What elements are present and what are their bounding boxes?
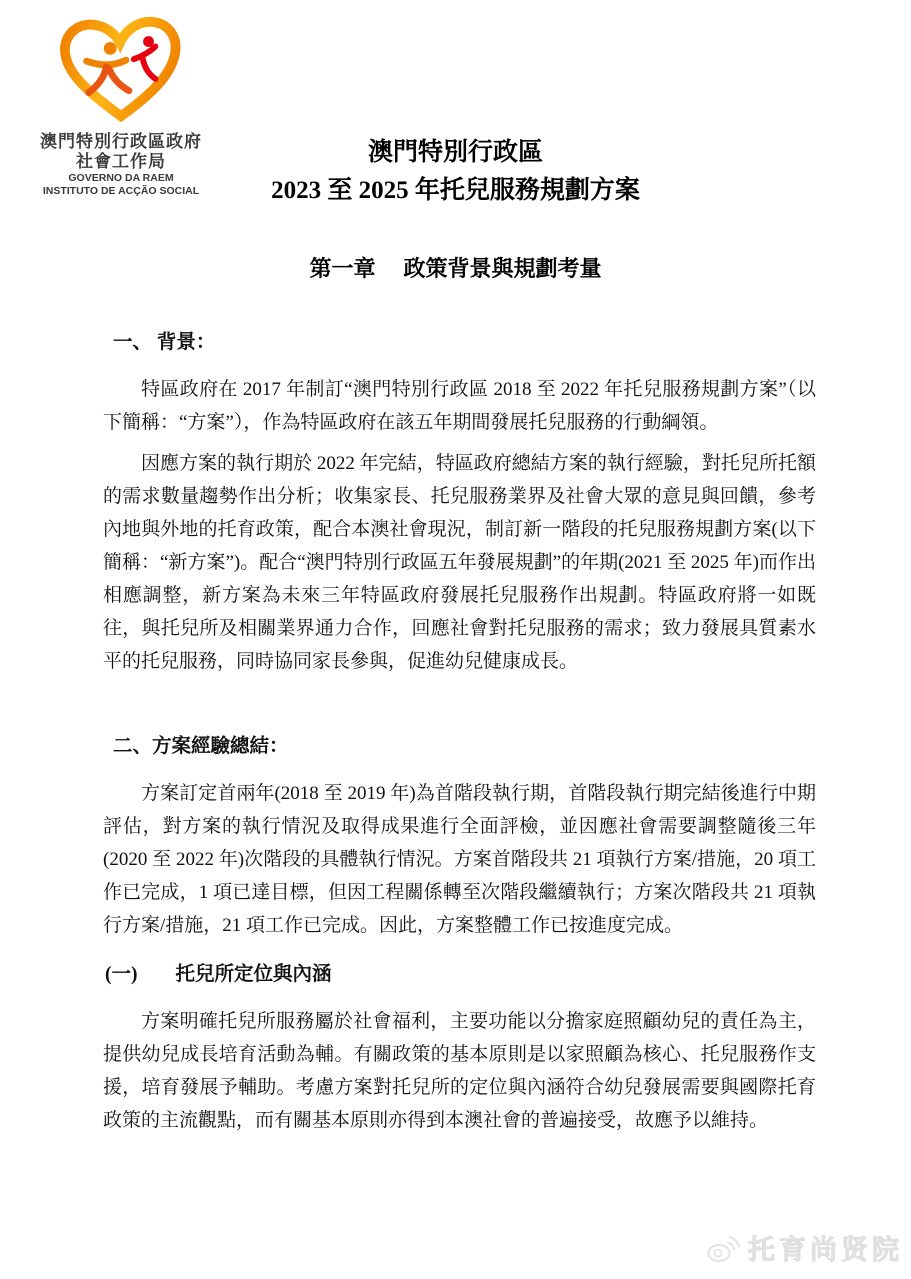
subsection-heading <box>105 958 816 991</box>
document-body <box>103 326 816 1145</box>
chapter-heading <box>0 252 911 283</box>
section-heading-summary: 二、方案經驗總結： <box>113 736 289 757</box>
org-name-latin-line2: INSTITUTO DE ACÇÃO SOCIAL <box>42 185 200 197</box>
document-title-line1: 澳門特別行政區 <box>367 139 543 166</box>
subsection-title: 托兒所定位與內涵 <box>175 964 332 985</box>
subsection-label: (一) <box>105 964 138 985</box>
org-name-cn-line2: 社會工作局 <box>76 152 166 171</box>
weibo-icon <box>706 1233 740 1263</box>
watermark-text: 托育尚贤院 <box>748 1235 903 1265</box>
paragraph: 特區政府在 2017 年制訂“澳門特別行政區 2018 至 2022 年托兒服務規劃方案”（以下簡稱：“方案”），作為特區政府在該五年期間發展托兒服務的行動綱領。 <box>103 379 816 433</box>
paragraph: 方案明確托兒所服務屬於社會福利，主要功能以分擔家庭照顧幼兒的責任為主，提供幼兒成長培育活動為輔。有關政策的基本原則是以家照顧為核心、托兒服務作支援，培育發展予輔助。考慮方案對托兒所的定位與內涵符合幼兒發展需要與國際托育政策的主流觀點，而有關基本原則亦得到本澳社會的普遍接受，故應予以維持。 <box>103 1011 816 1131</box>
document-title-line2: 2023 至 2025 年托兒服務規劃方案 <box>271 177 640 204</box>
paragraph: 因應方案的執行期於 2022 年完結，特區政府總結方案的執行經驗，對托兒所托額的需求數量趨勢作出分析；收集家長、托兒服務業界及社會大眾的意見與回饋，參考內地與外地的托育政策，配合本澳社會現況，制訂新一階段的托兒服務規劃方案(以下簡稱：“新方案”)。配合“澳門特別行政區五年發展規劃”的年期(2021 至 2025 年)而作出相應調整，新方案為未來三年特區政府發展托兒服務作出規劃。特區政府將一如既往，與托兒所及相關業界通力合作，回應社會對托兒服務的需求；致力發展具質素水平的托兒服務，同時協同家長參與，促進幼兒健康成長。 <box>103 453 816 672</box>
chapter-number: 第一章 <box>309 256 376 281</box>
paragraph: 方案訂定首兩年(2018 至 2019 年)為首階段執行期，首階段執行期完結後進行中期評估，對方案的執行情況及取得成果進行全面評檢，並因應社會需要調整隨後三年(2020 至 2022 年)次階段的具體執行情況。方案首階段共 21 項執行方案/措施，20 項工作已完成，1 項已達目標，但因工程關係轉至次階段繼續執行；方案次階段共 21 項執行方案/措施，21 項工作已完成。因此，方案整體工作已按進度完成。 <box>103 783 816 936</box>
org-name-cn-line1: 澳門特別行政區政府 <box>40 132 202 151</box>
heart-logo-icon <box>47 14 195 126</box>
section-heading-background: 一、 背景： <box>113 332 216 353</box>
watermark <box>706 1228 903 1267</box>
chapter-title: 政策背景與規劃考量 <box>403 256 602 281</box>
document-title <box>0 134 911 210</box>
org-name-latin-line1: GOVERNO DA RAEM <box>68 172 174 184</box>
